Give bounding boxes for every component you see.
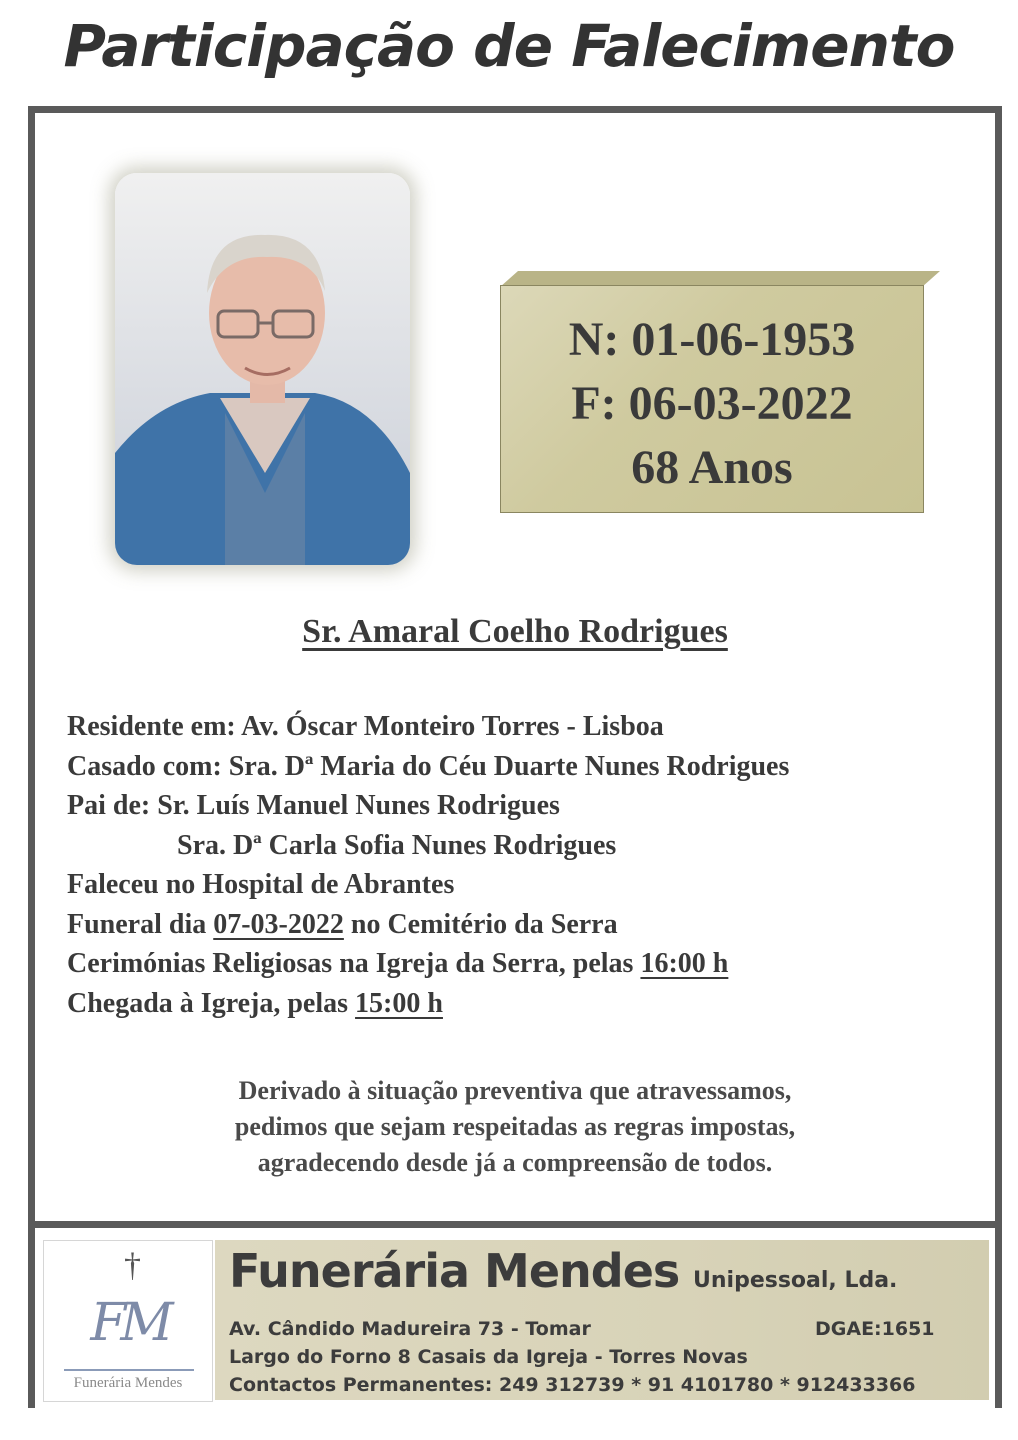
children-line-1: Pai de: Sr. Luís Manuel Nunes Rodrigues [67, 790, 560, 821]
portrait-photo [115, 173, 410, 565]
cross-icon: † [124, 1247, 141, 1284]
ceremony-time: 16:00 h [640, 948, 729, 979]
business-name: Funerária Mendes [229, 1244, 680, 1298]
death-place-line: Faleceu no Hospital de Abrantes [67, 869, 455, 900]
funeral-home-logo [43, 1240, 213, 1402]
dgae-number: DGAE:1651 [815, 1318, 935, 1340]
logo-rule [64, 1369, 194, 1371]
ceremony-prefix: Cerimónias Religiosas na Igreja da Serra, pelas [67, 948, 641, 979]
logo-name: Funerária Mendes [73, 1375, 183, 1391]
dates-plaque [500, 271, 918, 493]
age: 68 Anos [631, 441, 793, 494]
funeral-home-footer [35, 1221, 995, 1408]
funeral-line [67, 905, 789, 945]
funeral-prefix: Funeral dia [67, 908, 214, 940]
covid-notice [165, 1073, 865, 1181]
plaque-face [500, 285, 924, 513]
business-info [215, 1240, 989, 1400]
page-title: Participação de Falecimento [63, 12, 955, 80]
business-suffix: Unipessoal, Lda. [693, 1268, 898, 1293]
address-tomar: Av. Cândido Madureira 73 - Tomar [229, 1318, 591, 1340]
notice-line-1: Derivado à situação preventiva que atravessamos, [238, 1076, 792, 1105]
deceased-name: Sr. Amaral Coelho Rodrigues [302, 613, 728, 650]
ceremony-line [67, 944, 789, 984]
arrival-line [67, 984, 789, 1024]
birth-date: N: 01-06-1953 [568, 313, 856, 366]
children-line-2: Sra. Dª Carla Sofia Nunes Rodrigues [177, 829, 617, 861]
arrival-prefix: Chegada à Igreja, pelas [67, 987, 356, 1019]
spouse-line: Casado com: Sra. Dª Maria do Céu Duarte Nunes Rodrigues [67, 750, 790, 782]
details-block [67, 707, 789, 1023]
funeral-date: 07-03-2022 [213, 908, 344, 940]
logo-monogram: FM [90, 1293, 168, 1353]
contacts: Contactos Permanentes: 249 312739 * 91 4101780 * 912433366 [229, 1374, 916, 1396]
notice-line-3: agradecendo desde já a compreensão de todos. [257, 1148, 773, 1177]
address-torres-novas: Largo do Forno 8 Casais da Igreja - Torres Novas [229, 1346, 748, 1368]
death-date: F: 06-03-2022 [571, 377, 853, 430]
portrait-illustration [115, 173, 410, 565]
funeral-suffix: no Cemitério da Serra [343, 908, 618, 940]
notice-frame [28, 106, 1002, 1408]
notice-line-2: pedimos que sejam respeitadas as regras impostas, [234, 1112, 796, 1141]
residence-line: Residente em: Av. Óscar Monteiro Torres - Lisboa [67, 711, 664, 742]
arrival-time: 15:00 h [355, 987, 443, 1019]
